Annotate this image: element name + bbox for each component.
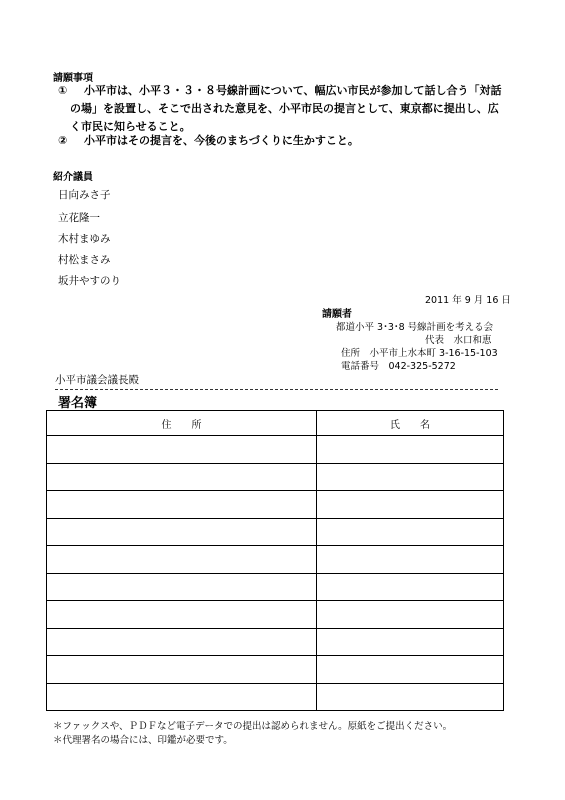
member-name: 日向みさ子 xyxy=(58,189,111,201)
item-number: ② xyxy=(58,134,68,147)
petitioner-phone: 電話番号 042-325-5272 xyxy=(341,361,456,372)
petition-heading: 請願事項 xyxy=(53,73,93,84)
address-cell[interactable] xyxy=(47,656,317,684)
member-name: 村松まさみ xyxy=(58,254,111,266)
item-line: 小平市はその提言を、今後のまちづくりに生かすこと。 xyxy=(84,134,359,147)
member-name: 木村まゆみ xyxy=(58,233,111,245)
name-cell[interactable] xyxy=(317,518,504,546)
item-line: の場」を設置し、そこで出された意見を、小平市民の提言として、東京都に提出し、広 xyxy=(70,102,499,115)
item-line: 小平市は、小平３・３・８号線計画について、幅広い市民が参加して話し合う「対話 xyxy=(84,84,502,97)
table-row[interactable] xyxy=(47,601,504,629)
table-row[interactable] xyxy=(47,491,504,519)
table-row[interactable] xyxy=(47,573,504,601)
member-name: 立花隆一 xyxy=(58,212,100,224)
note-proxy: ＊代理署名の場合には、印鑑が必要です。 xyxy=(53,735,233,746)
name-cell[interactable] xyxy=(317,628,504,656)
address-cell[interactable] xyxy=(47,463,317,491)
table-row[interactable] xyxy=(47,518,504,546)
petition-item-1 xyxy=(58,82,528,138)
signature-table xyxy=(46,410,504,711)
petition-item-2 xyxy=(58,132,528,152)
address-cell[interactable] xyxy=(47,546,317,574)
petitioner-address: 住所 小平市上水本町 3-16-15-103 xyxy=(341,348,498,359)
name-cell[interactable] xyxy=(317,573,504,601)
form-title: 署名簿 xyxy=(58,396,98,411)
address-cell[interactable] xyxy=(47,518,317,546)
table-row[interactable] xyxy=(47,683,504,711)
item-line: く市民に知らせること。 xyxy=(70,120,191,133)
name-cell[interactable] xyxy=(317,463,504,491)
petitioner-rep: 代表 水口和恵 xyxy=(425,335,492,346)
name-cell[interactable] xyxy=(317,436,504,464)
name-cell[interactable] xyxy=(317,491,504,519)
col-name-header: 氏 名 xyxy=(317,411,504,436)
table-row[interactable] xyxy=(47,546,504,574)
members-heading: 紹介議員 xyxy=(53,172,93,183)
name-cell[interactable] xyxy=(317,683,504,711)
note-fax: ＊ファックスや、ＰＤＦなど電子データでの提出は認められません。原紙をご提出ください。 xyxy=(53,721,453,732)
col-address-header: 住 所 xyxy=(47,411,317,436)
table-row[interactable] xyxy=(47,436,504,464)
address-cell[interactable] xyxy=(47,491,317,519)
table-row[interactable] xyxy=(47,656,504,684)
addressee: 小平市議会議長殿 xyxy=(55,374,139,386)
petitioner-label: 請願者 xyxy=(322,309,352,320)
petition-date: 2011 年 9 月 16 日 xyxy=(425,295,511,306)
table-row[interactable] xyxy=(47,463,504,491)
name-cell[interactable] xyxy=(317,656,504,684)
table-row[interactable] xyxy=(47,628,504,656)
separator-line xyxy=(55,389,498,390)
address-cell[interactable] xyxy=(47,436,317,464)
address-cell[interactable] xyxy=(47,601,317,629)
address-cell[interactable] xyxy=(47,683,317,711)
table-header-row xyxy=(47,411,504,436)
address-cell[interactable] xyxy=(47,628,317,656)
item-number: ① xyxy=(58,84,68,97)
name-cell[interactable] xyxy=(317,546,504,574)
member-name: 坂井やすのり xyxy=(58,275,121,287)
name-cell[interactable] xyxy=(317,601,504,629)
address-cell[interactable] xyxy=(47,573,317,601)
petitioner-org: 都道小平 3･3･8 号線計画を考える会 xyxy=(336,322,494,333)
